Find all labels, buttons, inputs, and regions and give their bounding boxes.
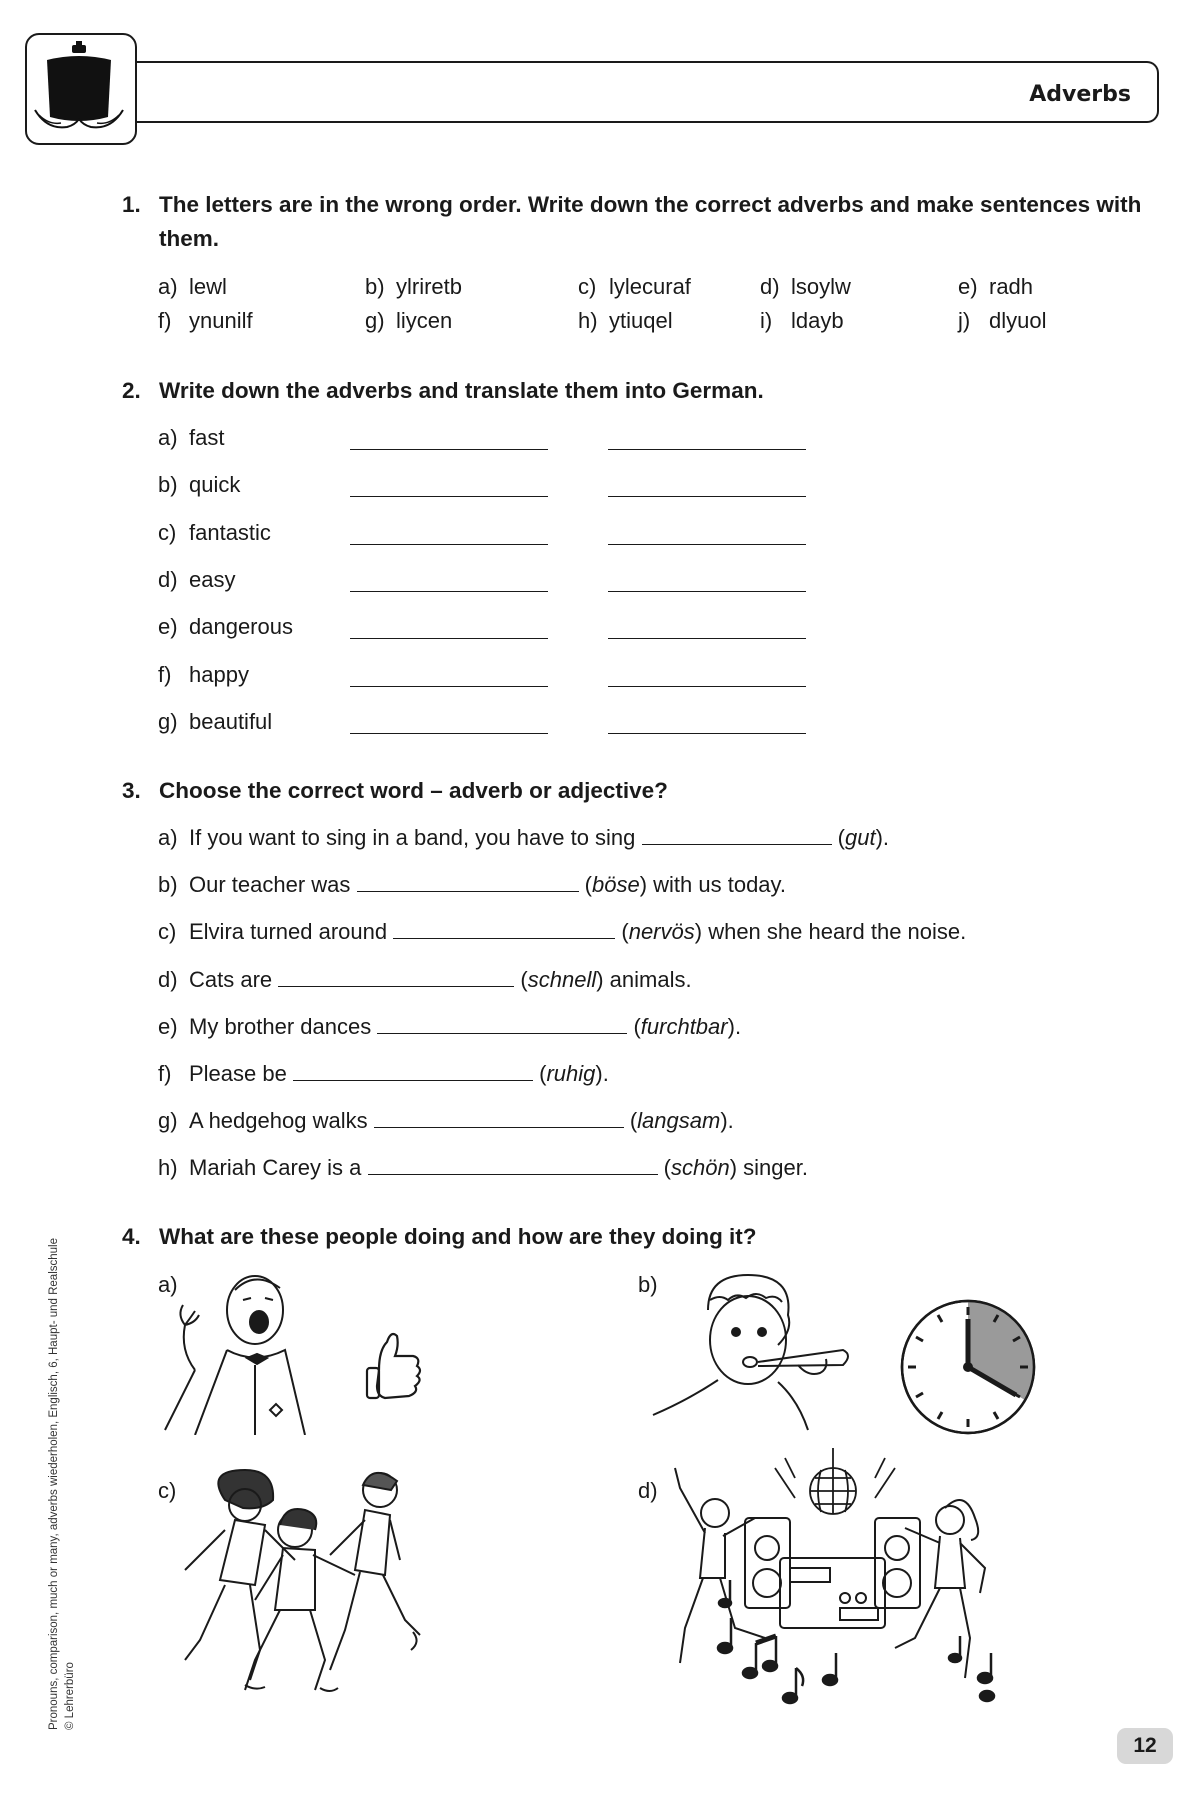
german-hint: böse <box>591 872 640 898</box>
sentence-end: . <box>602 1061 609 1086</box>
sentence-start: A hedgehog walks <box>189 1108 368 1134</box>
item-label: j) <box>958 308 971 333</box>
picture-b <box>648 1270 1048 1440</box>
sentence-end: with us today. <box>647 872 787 898</box>
adverb-answer-line[interactable] <box>350 733 548 734</box>
sentence-end: . <box>727 1108 734 1134</box>
item-label: e) <box>958 274 978 299</box>
german-answer-line[interactable] <box>608 496 806 497</box>
answer-blank[interactable] <box>293 1062 533 1081</box>
adjective-word: beautiful <box>189 708 273 734</box>
answer-blank[interactable] <box>368 1156 658 1175</box>
adverb-answer-line[interactable] <box>350 544 548 545</box>
picture-b-label: b) <box>638 1272 658 1297</box>
logo <box>25 33 137 145</box>
german-hint: schön <box>670 1155 730 1181</box>
scrambled-word: radh <box>989 274 1034 299</box>
item-label: g) <box>365 308 385 333</box>
answer-blank[interactable] <box>377 1015 627 1034</box>
sentence-end: when she heard the noise. <box>702 919 967 945</box>
item-label: f) <box>158 1061 172 1086</box>
sentence-start: Elvira turned around <box>189 919 388 945</box>
german-answer-line[interactable] <box>608 638 806 639</box>
sentence-start: Mariah Carey is a <box>189 1155 362 1181</box>
item-label: c) <box>158 919 177 945</box>
german-hint: langsam <box>637 1108 721 1134</box>
page-title: Adverbs <box>1029 82 1131 107</box>
scrambled-word: lsoylw <box>791 274 851 299</box>
task4-instruction: What are these people doing and how are they doing it? <box>159 1224 757 1249</box>
thumbs-up-icon <box>367 1334 420 1398</box>
item-label: b) <box>158 472 178 498</box>
task3-item: f) Please be (ruhig). <box>158 1061 609 1086</box>
sentence-end: . <box>734 1013 742 1039</box>
answer-blank[interactable] <box>357 873 579 892</box>
task3-item: c) Elvira turned around (nervös) when she heard the noise. <box>158 919 967 945</box>
task2-number: 2. <box>122 378 141 403</box>
sentence-end: . <box>882 825 890 850</box>
task4-number: 4. <box>122 1224 141 1249</box>
scrambled-word: ylriretb <box>396 274 463 299</box>
item-label: a) <box>158 274 178 299</box>
item-label: d) <box>760 274 780 299</box>
answer-blank[interactable] <box>393 920 615 939</box>
picture-c <box>165 1460 445 1700</box>
german-hint: gut <box>844 825 876 850</box>
source-line-1: Pronouns, comparison, much or many, adverbs wiederholen, Englisch, 6, Haupt- und Realschule <box>48 1238 60 1730</box>
picture-d-label: d) <box>638 1478 658 1503</box>
answer-blank[interactable] <box>278 968 514 987</box>
item-label: g) <box>158 1108 178 1134</box>
scrambled-word: lewl <box>189 274 227 299</box>
adjective-word: quick <box>189 472 241 498</box>
sentence-start: Please be <box>189 1061 287 1086</box>
item-label: f) <box>158 661 172 687</box>
german-answer-line[interactable] <box>608 449 806 450</box>
task3-item: b) Our teacher was (böse) with us today. <box>158 872 787 898</box>
item-label: e) <box>158 614 178 640</box>
sentence-start: My brother dances <box>189 1013 372 1039</box>
task1-number: 1. <box>122 192 141 217</box>
adjective-word: happy <box>189 661 249 687</box>
task3-instruction: Choose the correct word – adverb or adjective? <box>159 778 668 803</box>
german-hint: furchtbar <box>640 1013 728 1039</box>
adverb-answer-line[interactable] <box>350 496 548 497</box>
title-bar <box>132 61 1159 123</box>
task2-instruction: Write down the adverbs and translate them into German. <box>159 378 764 403</box>
german-answer-line[interactable] <box>608 733 806 734</box>
scrambled-word: liycen <box>396 308 453 333</box>
item-label: d) <box>158 566 178 592</box>
item-label: a) <box>158 825 178 850</box>
singing-man-icon <box>165 1276 305 1435</box>
item-label: e) <box>158 1013 178 1039</box>
adverb-answer-line[interactable] <box>350 638 548 639</box>
item-label: b) <box>158 872 178 898</box>
german-answer-line[interactable] <box>608 544 806 545</box>
adjective-word: dangerous <box>189 614 293 640</box>
scrambled-word: ytiuqel <box>609 308 673 333</box>
item-label: a) <box>158 425 178 450</box>
scrambled-word: dlyuol <box>989 308 1047 333</box>
answer-blank[interactable] <box>642 826 832 845</box>
task3-item: a) If you want to sing in a band, you have to sing (gut). <box>158 825 890 850</box>
scrambled-word: lylecuraf <box>609 274 691 299</box>
item-label: d) <box>158 966 178 992</box>
adverb-answer-line[interactable] <box>350 686 548 687</box>
scrambled-word: ynunilf <box>189 308 253 333</box>
item-label: c) <box>578 274 597 299</box>
adverb-answer-line[interactable] <box>350 591 548 592</box>
picture-d <box>665 1448 1005 1718</box>
sentence-start: Our teacher was <box>189 872 351 898</box>
german-hint: schnell <box>527 966 597 992</box>
adverb-answer-line[interactable] <box>350 449 548 450</box>
german-answer-line[interactable] <box>608 686 806 687</box>
task3-number: 3. <box>122 778 141 803</box>
running-teens-icon <box>185 1470 420 1691</box>
sentence-end: singer. <box>737 1155 808 1181</box>
item-label: b) <box>365 274 385 299</box>
item-label: g) <box>158 708 178 734</box>
german-hint: ruhig <box>546 1061 596 1086</box>
adjective-word: easy <box>189 566 236 592</box>
adjective-word: fantastic <box>189 519 271 545</box>
boy-eating-icon <box>653 1275 848 1430</box>
source-note <box>46 1238 78 1730</box>
adjective-word: fast <box>189 425 225 450</box>
picture-a <box>155 1270 445 1435</box>
item-label: h) <box>158 1155 178 1181</box>
clock-icon <box>902 1301 1034 1433</box>
sentence-start: If you want to sing in a band, you have to sing <box>189 825 636 850</box>
page-number: 12 <box>1117 1728 1173 1764</box>
task3-item: h) Mariah Carey is a (schön) singer. <box>158 1155 808 1181</box>
task3-item: g) A hedgehog walks (langsam). <box>158 1108 734 1134</box>
task1-instruction: The letters are in the wrong order. Write down the correct adverbs and make sentences with them. <box>159 192 1142 251</box>
german-hint: nervös <box>628 919 695 945</box>
task3-item: d) Cats are (schnell) animals. <box>158 966 692 992</box>
item-label: h) <box>578 308 598 333</box>
scrambled-word: ldayb <box>791 308 844 333</box>
picture-c-label: c) <box>158 1478 177 1503</box>
picture-a-label: a) <box>158 1272 178 1297</box>
item-label: c) <box>158 519 177 545</box>
sentence-start: Cats are <box>189 966 273 992</box>
task3-item: e) My brother dances (furchtbar). <box>158 1013 742 1039</box>
item-label: i) <box>760 308 773 333</box>
disco-ball-icon <box>775 1448 895 1514</box>
answer-blank[interactable] <box>374 1109 624 1128</box>
german-answer-line[interactable] <box>608 591 806 592</box>
weight-in-hands-icon <box>27 35 131 139</box>
sentence-end: animals. <box>603 966 692 992</box>
source-line-2: © Lehrerbüro <box>64 1662 76 1730</box>
item-label: f) <box>158 308 172 333</box>
